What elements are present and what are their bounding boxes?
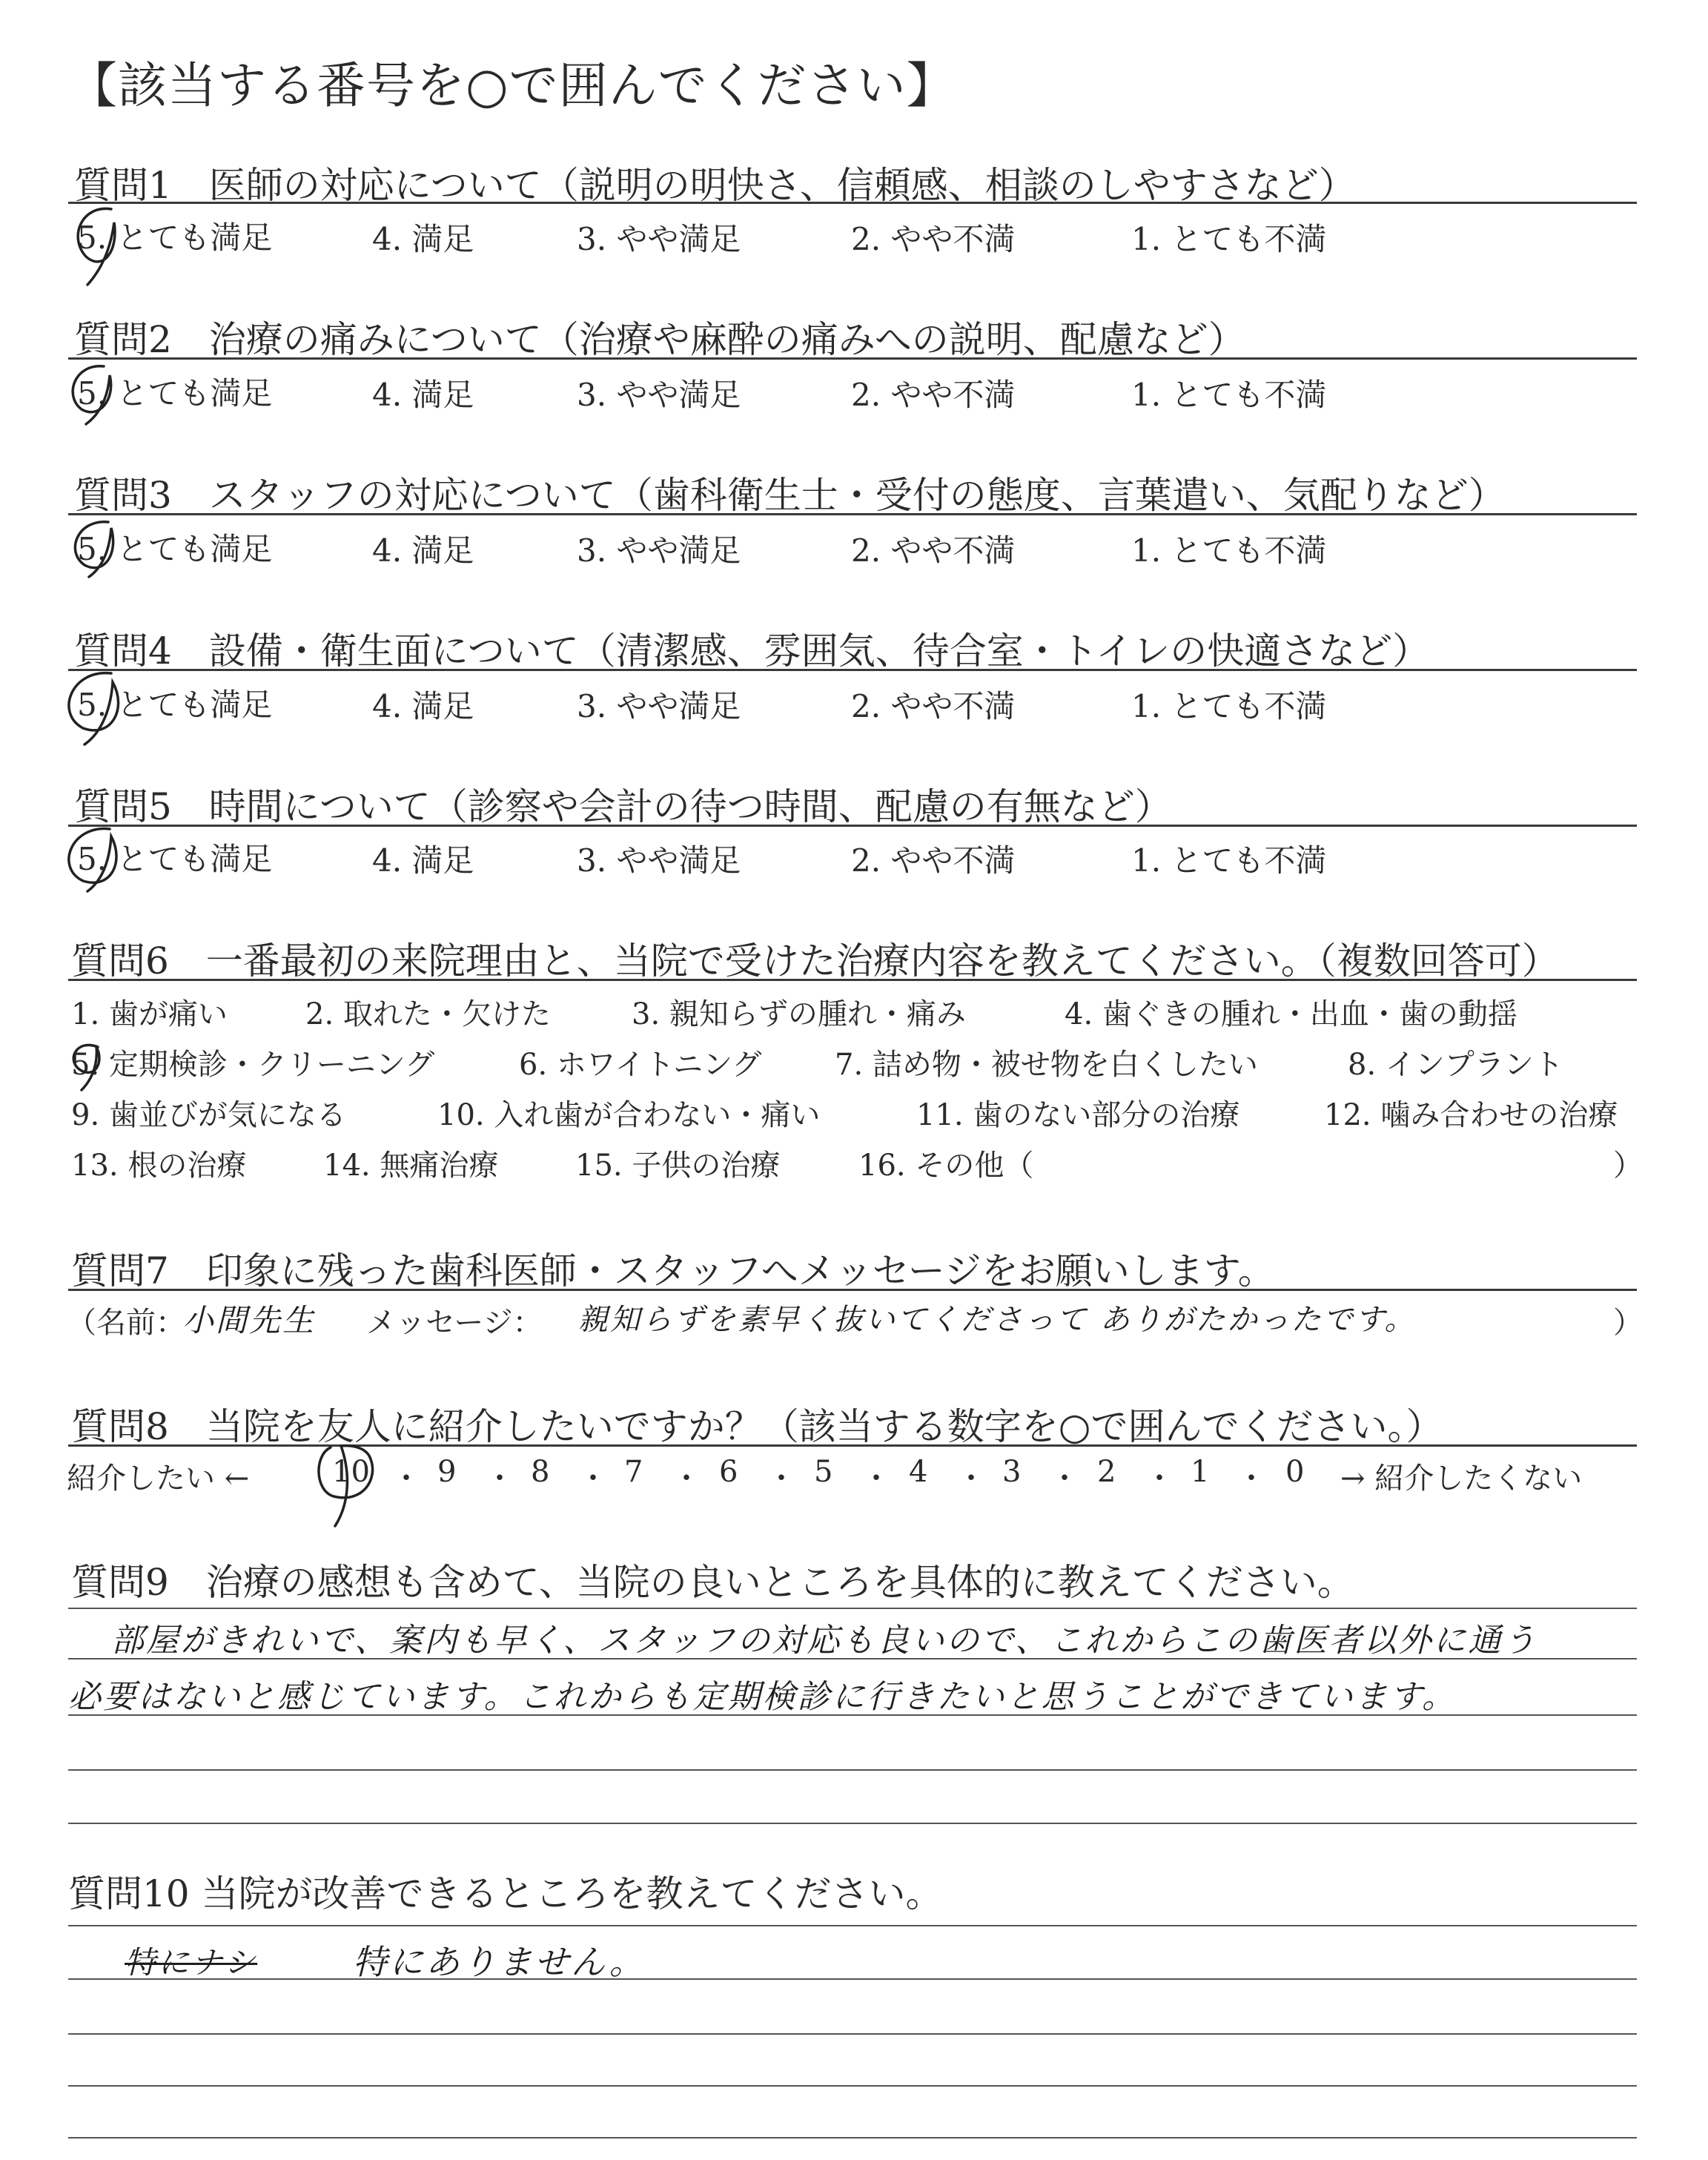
q8-scale-dot: ・ bbox=[1145, 1462, 1174, 1496]
q7-rule bbox=[68, 1289, 1637, 1291]
q5-option-3[interactable]: 3. やや満足 bbox=[577, 842, 741, 879]
q7-name-value[interactable]: 小間先生 bbox=[182, 1302, 317, 1338]
q4-title: 質問4 設備・衛生面について（清潔感、雰囲気、待合室・トイレの快適さなど） bbox=[74, 630, 1430, 673]
q8-scale-7[interactable]: 7 bbox=[624, 1455, 643, 1489]
q8-scale-dot: ・ bbox=[1050, 1462, 1079, 1496]
q7-name-label: （名前： bbox=[67, 1306, 185, 1340]
q7-title: 質問7 印象に残った歯科医師・スタッフへメッセージをお願いします。 bbox=[71, 1249, 1275, 1292]
q4-option-1[interactable]: 1. とても不満 bbox=[1131, 688, 1327, 724]
q8-rule bbox=[68, 1444, 1637, 1447]
q9-writing-line bbox=[68, 1769, 1637, 1771]
q8-scale-dot: ・ bbox=[861, 1462, 891, 1496]
q6-option-12[interactable]: 12. 噛み合わせの治療 bbox=[1324, 1098, 1618, 1132]
q3-title: 質問3 スタッフの対応について（歯科衛生士・受付の態度、言葉遣い、気配りなど） bbox=[74, 474, 1506, 517]
q4-option-2[interactable]: 2. やや不満 bbox=[851, 688, 1016, 724]
q8-scale-dot: ・ bbox=[956, 1462, 986, 1496]
q2-option-2[interactable]: 2. やや不満 bbox=[851, 377, 1016, 413]
q6-option-7[interactable]: 7. 詰め物・被せ物を白くしたい bbox=[835, 1048, 1258, 1082]
q8-scale-dot: ・ bbox=[767, 1462, 796, 1496]
q8-left-label: 紹介したい ← bbox=[67, 1462, 250, 1496]
q8-scale-8[interactable]: 8 bbox=[531, 1455, 550, 1489]
q9-title: 質問9 治療の感想も含めて、当院の良いところを具体的に教えてください。 bbox=[71, 1561, 1354, 1604]
q10-answer[interactable]: 特にありません。 bbox=[353, 1942, 646, 1982]
q6-option-4[interactable]: 4. 歯ぐきの腫れ・出血・歯の動揺 bbox=[1065, 997, 1517, 1031]
q6-option-2[interactable]: 2. 取れた・欠けた bbox=[305, 997, 551, 1031]
q6-title: 質問6 一番最初の来院理由と、当院で受けた治療内容を教えてください。（複数回答可） bbox=[71, 939, 1559, 982]
q3-rule bbox=[68, 513, 1637, 515]
q2-option-4[interactable]: 4. 満足 bbox=[372, 377, 474, 413]
q1-option-1[interactable]: 1. とても不満 bbox=[1131, 221, 1327, 257]
q3-option-5[interactable]: 5. とても満足 bbox=[77, 531, 273, 567]
q8-scale-dot: ・ bbox=[672, 1462, 701, 1496]
q10-writing-line bbox=[68, 1978, 1637, 1980]
q6-option-13[interactable]: 13. 根の治療 bbox=[71, 1149, 247, 1183]
q9-writing-line bbox=[68, 1608, 1637, 1609]
q1-option-3[interactable]: 3. やや満足 bbox=[577, 221, 741, 257]
q6-option-10[interactable]: 10. 入れ歯が合わない・痛い bbox=[437, 1098, 821, 1132]
q2-rule bbox=[68, 357, 1637, 360]
q5-option-5[interactable]: 5. とても満足 bbox=[77, 841, 273, 877]
q1-title: 質問1 医師の対応について（説明の明快さ、信頼感、相談のしやすさなど） bbox=[74, 164, 1356, 207]
q1-option-4[interactable]: 4. 満足 bbox=[372, 221, 474, 257]
q10-writing-line bbox=[68, 1925, 1637, 1926]
q8-scale-4[interactable]: 4 bbox=[909, 1455, 928, 1489]
q10-writing-line bbox=[68, 2085, 1637, 2087]
q9-writing-line bbox=[68, 1823, 1637, 1824]
q8-right-label: → 紹介したくない bbox=[1340, 1462, 1583, 1496]
q6-option-1[interactable]: 1. 歯が痛い bbox=[71, 997, 228, 1031]
q5-title: 質問5 時間について（診察や会計の待つ時間、配慮の有無など） bbox=[74, 785, 1172, 828]
q8-scale-0[interactable]: 0 bbox=[1285, 1455, 1305, 1489]
q6-rule bbox=[68, 979, 1637, 981]
q3-option-3[interactable]: 3. やや満足 bbox=[577, 532, 741, 569]
q8-scale-dot: ・ bbox=[485, 1462, 514, 1496]
q8-scale-10[interactable]: 10 bbox=[332, 1455, 370, 1489]
q5-option-1[interactable]: 1. とても不満 bbox=[1131, 842, 1327, 879]
q8-scale-6[interactable]: 6 bbox=[719, 1455, 738, 1489]
q6-option-14[interactable]: 14. 無痛治療 bbox=[323, 1149, 499, 1183]
q8-scale-1[interactable]: 1 bbox=[1191, 1455, 1210, 1489]
q6-option-6[interactable]: 6. ホワイトニング bbox=[519, 1048, 762, 1082]
q6-option-15[interactable]: 15. 子供の治療 bbox=[575, 1149, 781, 1183]
q2-option-5[interactable]: 5. とても満足 bbox=[77, 375, 273, 412]
q7-message-label: メッセージ： bbox=[366, 1306, 543, 1340]
q3-option-2[interactable]: 2. やや不満 bbox=[851, 532, 1016, 569]
q8-title: 質問8 当院を友人に紹介したいですか？（該当する数字を○で囲んでください。） bbox=[71, 1405, 1443, 1448]
q8-scale-3[interactable]: 3 bbox=[1002, 1455, 1022, 1489]
q4-option-4[interactable]: 4. 満足 bbox=[372, 688, 474, 724]
instruction-header: 【該当する番号を○で囲んでください】 bbox=[68, 57, 956, 114]
q10-writing-line bbox=[68, 2033, 1637, 2035]
q8-scale-dot: ・ bbox=[391, 1462, 421, 1496]
q7-message-value[interactable]: 親知らずを素早く抜いてくださって ありがたかったです。 bbox=[578, 1303, 1417, 1337]
q7-close: ） bbox=[1613, 1306, 1643, 1340]
q2-title: 質問2 治療の痛みについて（治療や麻酔の痛みへの説明、配慮など） bbox=[74, 318, 1245, 361]
q6-option-16[interactable]: 16. その他（ bbox=[858, 1149, 1034, 1183]
q8-scale-dot: ・ bbox=[1237, 1462, 1266, 1496]
q5-option-4[interactable]: 4. 満足 bbox=[372, 842, 474, 879]
q2-option-1[interactable]: 1. とても不満 bbox=[1131, 377, 1327, 413]
q6-option-11[interactable]: 11. 歯のない部分の治療 bbox=[916, 1098, 1240, 1132]
q3-option-4[interactable]: 4. 満足 bbox=[372, 532, 474, 569]
q4-option-3[interactable]: 3. やや満足 bbox=[577, 688, 741, 724]
q10-struck-text: 特にナシ bbox=[125, 1944, 258, 1981]
q5-option-2[interactable]: 2. やや不満 bbox=[851, 842, 1016, 879]
q2-option-3[interactable]: 3. やや満足 bbox=[577, 377, 741, 413]
q6-option-5[interactable]: 5. 定期検診・クリーニング bbox=[71, 1048, 435, 1082]
q9-answer-line-1[interactable]: 部屋がきれいで、案内も早く、スタッフの対応も良いので、これからこの歯医者以外に通う bbox=[111, 1622, 1538, 1659]
q1-option-5[interactable]: 5. とても満足 bbox=[77, 219, 273, 256]
q1-option-2[interactable]: 2. やや不満 bbox=[851, 221, 1016, 257]
q1-rule bbox=[68, 202, 1637, 204]
q5-rule bbox=[68, 825, 1637, 827]
q6-option-8[interactable]: 8. インプラント bbox=[1348, 1048, 1563, 1082]
q3-option-1[interactable]: 1. とても不満 bbox=[1131, 532, 1327, 569]
q6-option-9[interactable]: 9. 歯並びが気になる bbox=[71, 1098, 346, 1132]
q8-scale-dot: ・ bbox=[578, 1462, 608, 1496]
q8-scale-2[interactable]: 2 bbox=[1097, 1455, 1116, 1489]
q9-answer-line-2[interactable]: 必要はないと感じています。これからも定期検診に行きたいと思うことができています。 bbox=[68, 1678, 1457, 1716]
q4-rule bbox=[68, 669, 1637, 671]
q6-other-close: ） bbox=[1613, 1149, 1643, 1183]
q10-writing-line bbox=[68, 2137, 1637, 2138]
q4-option-5[interactable]: 5. とても満足 bbox=[77, 687, 273, 723]
q10-title: 質問10 当院が改善できるところを教えてください。 bbox=[68, 1872, 943, 1915]
q8-scale-9[interactable]: 9 bbox=[437, 1455, 457, 1489]
q6-option-3[interactable]: 3. 親知らずの腫れ・痛み bbox=[632, 997, 966, 1031]
q8-scale-5[interactable]: 5 bbox=[814, 1455, 833, 1489]
